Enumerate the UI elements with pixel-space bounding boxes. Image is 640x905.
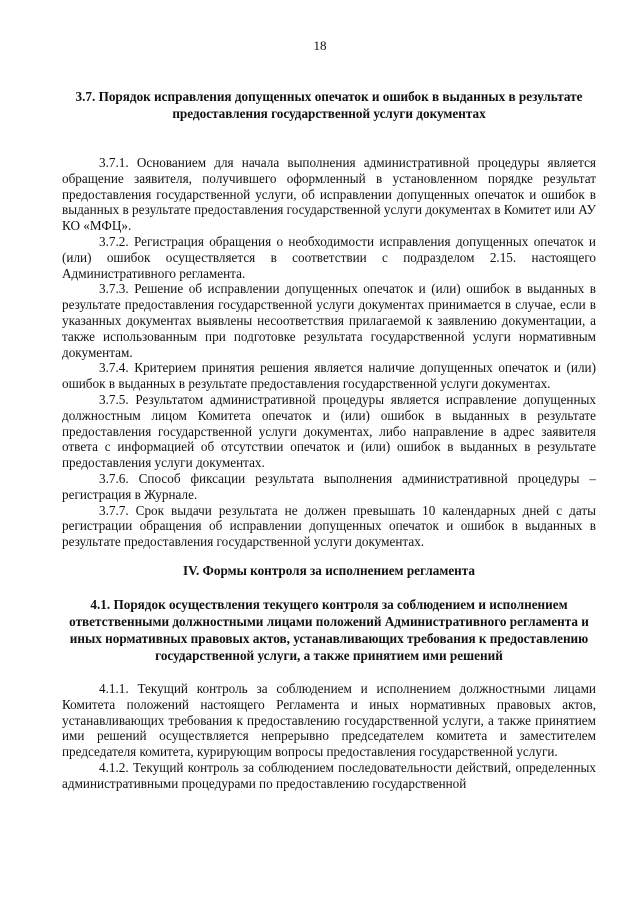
section-iv-heading: IV. Формы контроля за исполнением регламента	[182, 562, 476, 578]
page-content	[62, 88, 596, 792]
paragraph-3-7-2: 3.7.2. Регистрация обращения о необходимости исправления допущенных опечаток и (или) ошибок осуществляется в соответствии с подразделом 2.15. настоящего Административного регламента.	[62, 233, 596, 281]
section-3-7-heading: 3.7. Порядок исправления допущенных опечаток и ошибок в выданных в результате предоставления государственной услуги документах	[75, 89, 583, 121]
paragraph-3-7-3: 3.7.3. Решение об исправлении допущенных опечаток и (или) ошибок в выданных в результате предоставления государственной услуги документах принимается в случае, если в указанных документах выявлены несоответствия прилагаемой к заявлению документации, а также использованным при подготовке результата государственной услуги нормативным документам.	[62, 281, 596, 360]
paragraph-3-7-6: 3.7.6. Способ фиксации результата выполнения административной процедуры – регистрация в Журнале.	[62, 470, 596, 502]
section-4-1-heading: 4.1. Порядок осуществления текущего контроля за соблюдением и исполнением ответственными должностными лицами положений Административного регламента и иных нормативных правовых актов, устанавливающих требования к предоставлению государственной услуги, а также принятием ими решений	[69, 596, 589, 663]
paragraph-4-1-1: 4.1.1. Текущий контроль за соблюдением и исполнением должностными лицами Комитета положений настоящего Регламента и иных нормативных правовых актов, устанавливающих требования к предоставлению государственной услуги, а также принятием ими решений осуществляется непрерывно председателем комитета и заместителем председателя комитета, курирующим вопросы предоставления государственной услуги.	[62, 680, 596, 760]
paragraph-4-1-2: 4.1.2. Текущий контроль за соблюдением последовательности действий, определенных административными процедурами по предоставлению государственной	[62, 759, 596, 791]
paragraph-3-7-1: 3.7.1. Основанием для начала выполнения административной процедуры является обращение заявителя, получившего оформленный в установленном порядке результат предоставления государственной услуги, об исправлении допущенных опечаток и ошибок в выданных в результате предоставления государственной услуги документах в Комитет или АУ КО «МФЦ».	[62, 155, 596, 234]
paragraph-3-7-4: 3.7.4. Критерием принятия решения является наличие допущенных опечаток и (или) ошибок в выданных в результате предоставления государственной услуги документах.	[62, 360, 596, 392]
paragraph-3-7-5: 3.7.5. Результатом административной процедуры является исправление допущенных должностным лицом Комитета опечаток и (или) ошибок в выданных в результате предоставления государственной услуги документах, либо направление в адрес заявителя ответа с информацией об отсутствии опечаток и (или) ошибок в выданных в результате предоставления услуги документах.	[62, 391, 596, 471]
page-number: 18	[313, 38, 327, 53]
paragraph-3-7-7: 3.7.7. Срок выдачи результата не должен превышать 10 календарных дней с даты регистрации обращения об исправлении допущенных опечаток и ошибок в выданных в результате предоставления государственной услуги документах.	[62, 502, 596, 550]
